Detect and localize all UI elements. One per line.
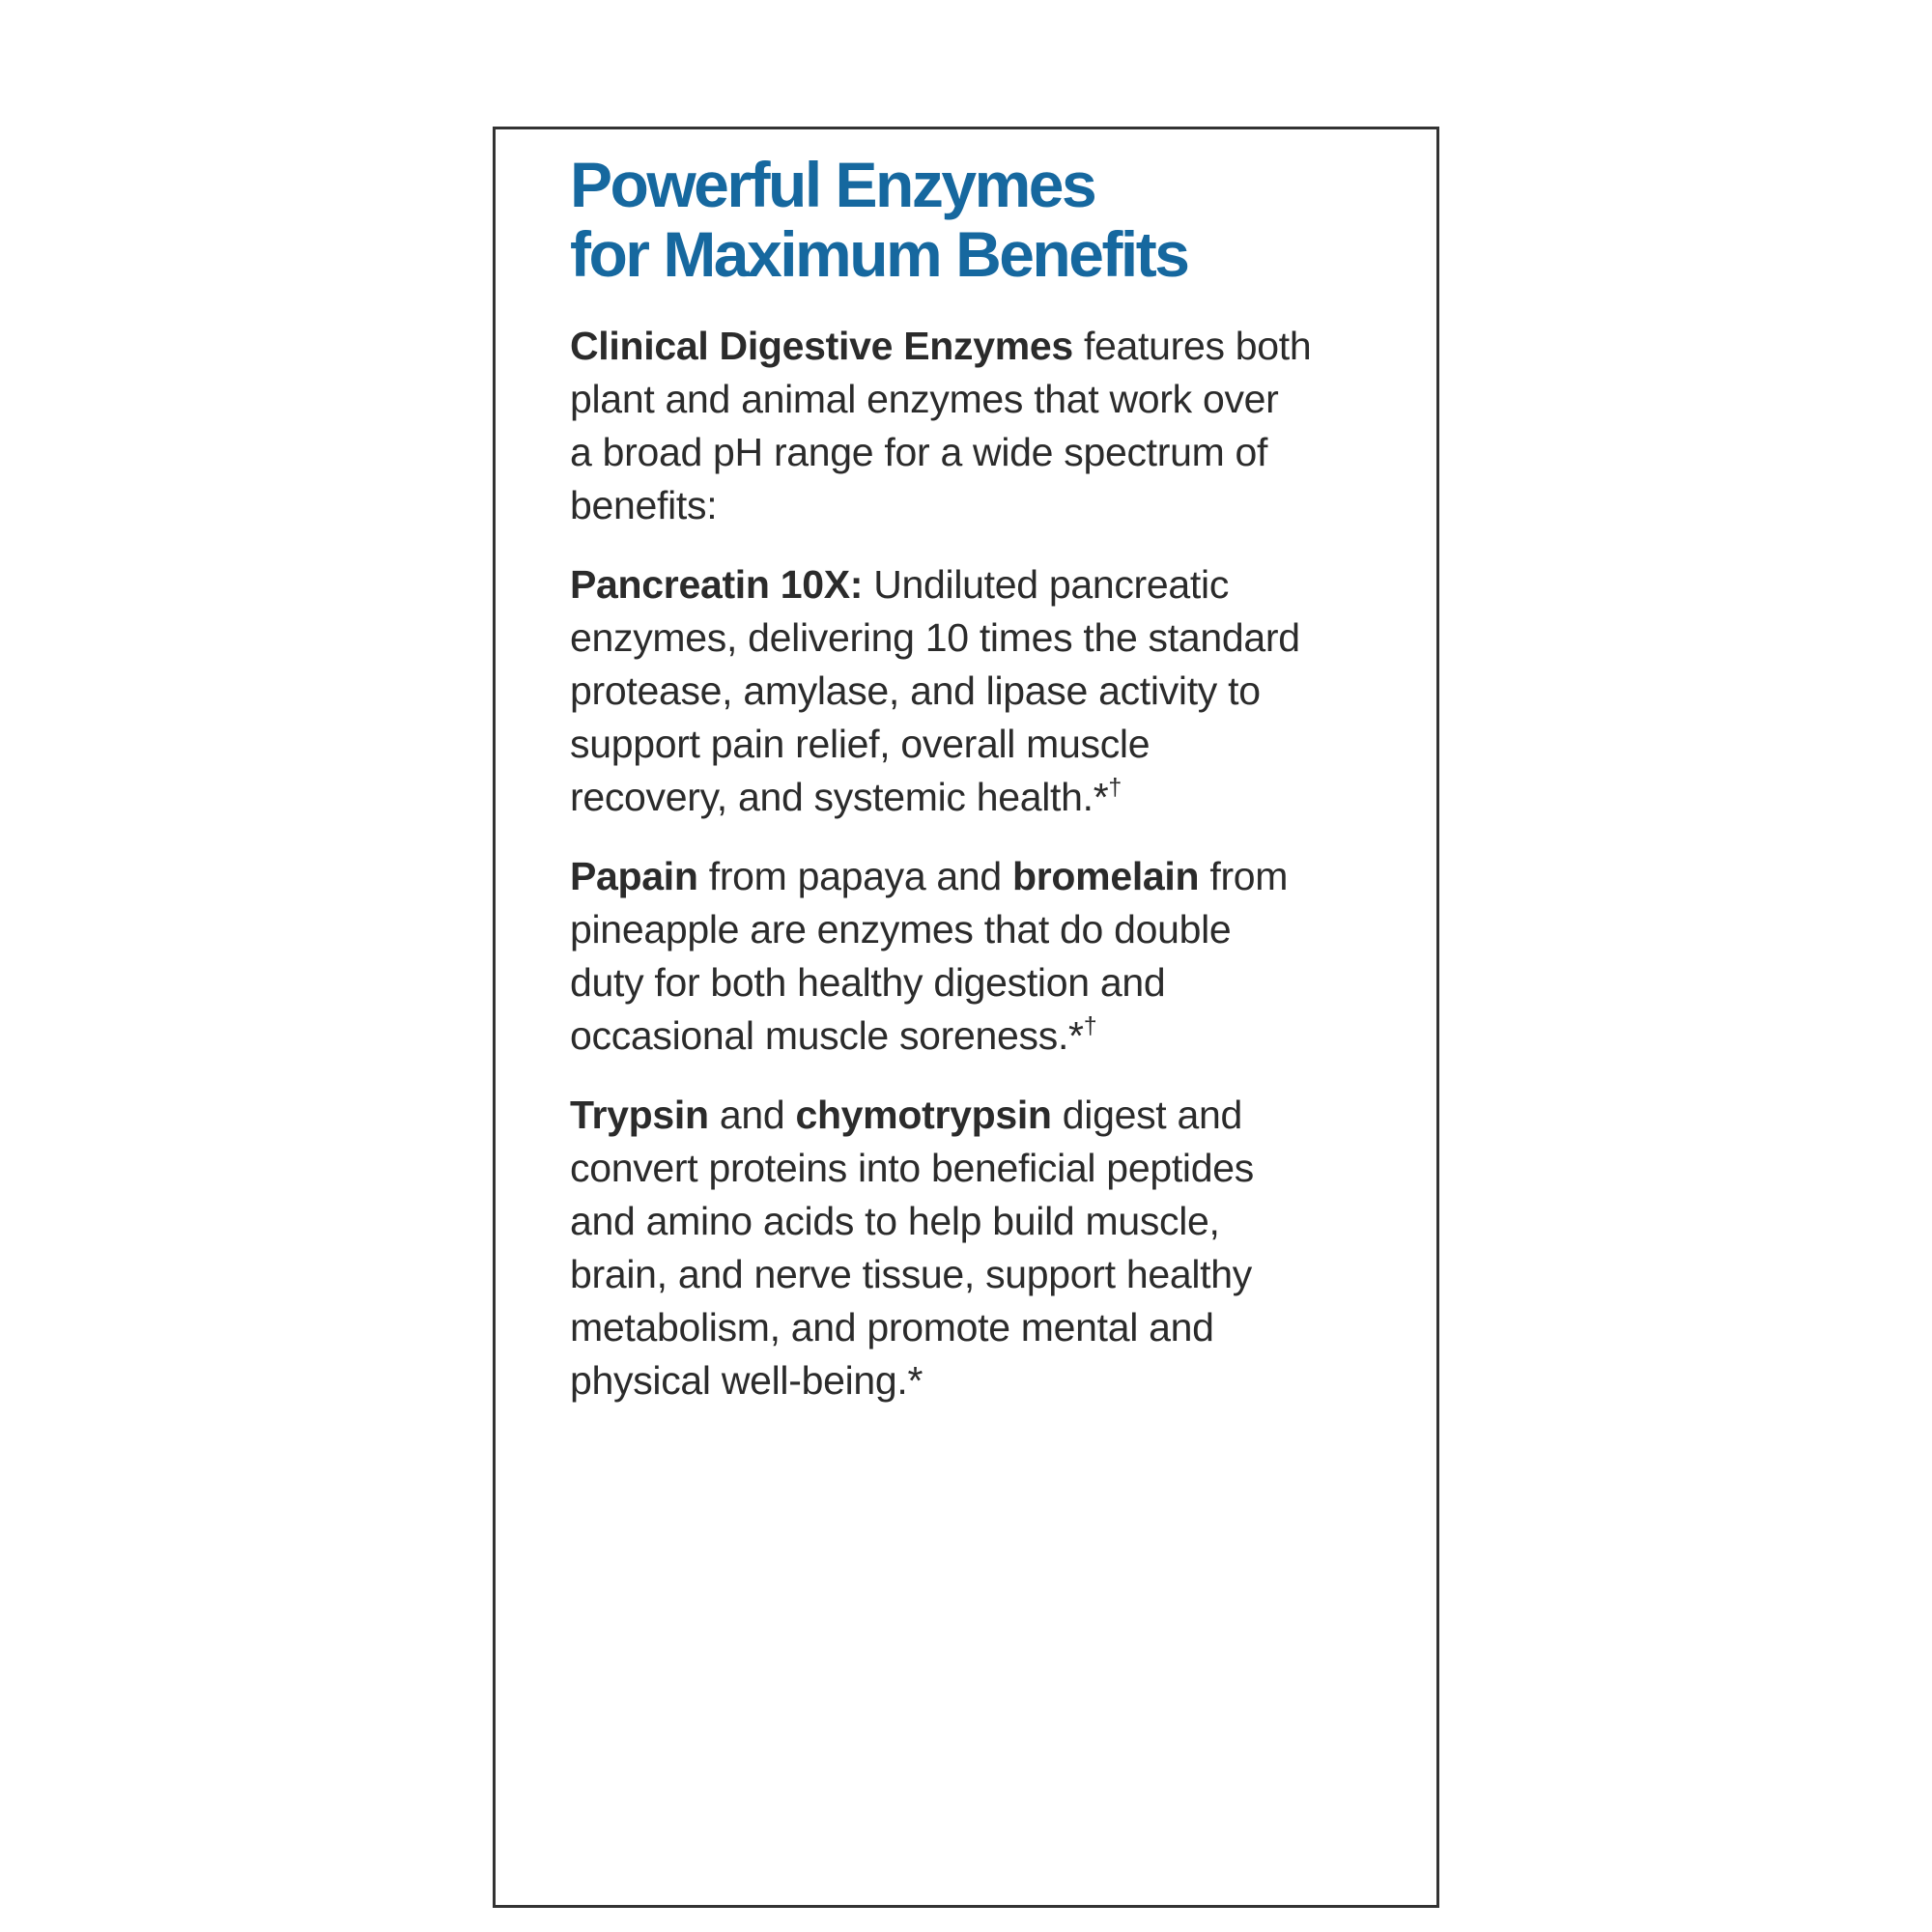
text-line [570, 1195, 1398, 1248]
text-line [570, 426, 1398, 479]
text-line [570, 850, 1398, 903]
text-line [570, 1009, 1398, 1063]
text-line [570, 771, 1398, 824]
text-line [570, 903, 1398, 956]
text-run: physical well-being. [570, 1358, 908, 1403]
text-run: support pain relief, overall muscle [570, 722, 1151, 766]
dagger-mark: † [1083, 1012, 1097, 1039]
text-line [570, 373, 1398, 426]
text-line [570, 611, 1398, 665]
text-line [570, 1089, 1398, 1142]
text-run: a broad pH range for a wide spectrum of [570, 430, 1268, 474]
text-run: duty for both healthy digestion and [570, 960, 1166, 1005]
paragraph-4 [570, 1089, 1398, 1407]
text-run: plant and animal enzymes that work over [570, 377, 1279, 421]
text-run: from papaya and [697, 854, 1013, 898]
text-run: * [1068, 1013, 1084, 1058]
text-run: and [708, 1093, 796, 1137]
bold-run: Papain [570, 854, 698, 898]
text-line [570, 956, 1398, 1009]
text-run: from [1199, 854, 1289, 898]
text-run: enzymes, delivering 10 times the standard [570, 615, 1300, 660]
text-line [570, 320, 1398, 373]
dagger-mark: † [1108, 774, 1122, 801]
text-run: Undiluted pancreatic [863, 562, 1230, 607]
bold-run: bromelain [1012, 854, 1200, 898]
text-line [570, 665, 1398, 718]
text-run: metabolism, and promote mental and [570, 1305, 1214, 1350]
text-run: * [1093, 775, 1109, 819]
paragraph-2 [570, 558, 1398, 824]
text-run: protease, amylase, and lipase activity to [570, 668, 1261, 713]
title-line-1: Powerful Enzymes [570, 149, 1095, 220]
text-run: and amino acids to help build muscle, [570, 1199, 1220, 1243]
text-line [570, 1301, 1398, 1354]
bold-run: Pancreatin 10X: [570, 562, 864, 607]
text-run: convert proteins into beneficial peptides [570, 1146, 1254, 1190]
text-run: pineapple are enzymes that do double [570, 907, 1232, 952]
text-line [570, 718, 1398, 771]
paragraph-3 [570, 850, 1398, 1063]
text-run: occasional muscle soreness. [570, 1013, 1069, 1058]
bold-run: Trypsin [570, 1093, 709, 1137]
title-line-2: for Maximum Benefits [570, 218, 1188, 290]
paragraph-1 [570, 320, 1398, 532]
text-run: recovery, and systemic health. [570, 775, 1094, 819]
text-line [570, 479, 1398, 532]
text-run: * [907, 1358, 923, 1403]
text-run: digest and [1051, 1093, 1242, 1137]
panel-body [570, 320, 1398, 1407]
info-panel [493, 127, 1439, 1908]
text-run: brain, and nerve tissue, support healthy [570, 1252, 1252, 1296]
text-line [570, 1354, 1398, 1407]
text-line [570, 558, 1398, 611]
text-line [570, 1142, 1398, 1195]
text-line [570, 1248, 1398, 1301]
text-run: benefits: [570, 483, 718, 527]
text-run: features both [1072, 324, 1312, 368]
panel-title [570, 150, 1398, 289]
bold-run: chymotrypsin [795, 1093, 1052, 1137]
bold-run: Clinical Digestive Enzymes [570, 324, 1073, 368]
